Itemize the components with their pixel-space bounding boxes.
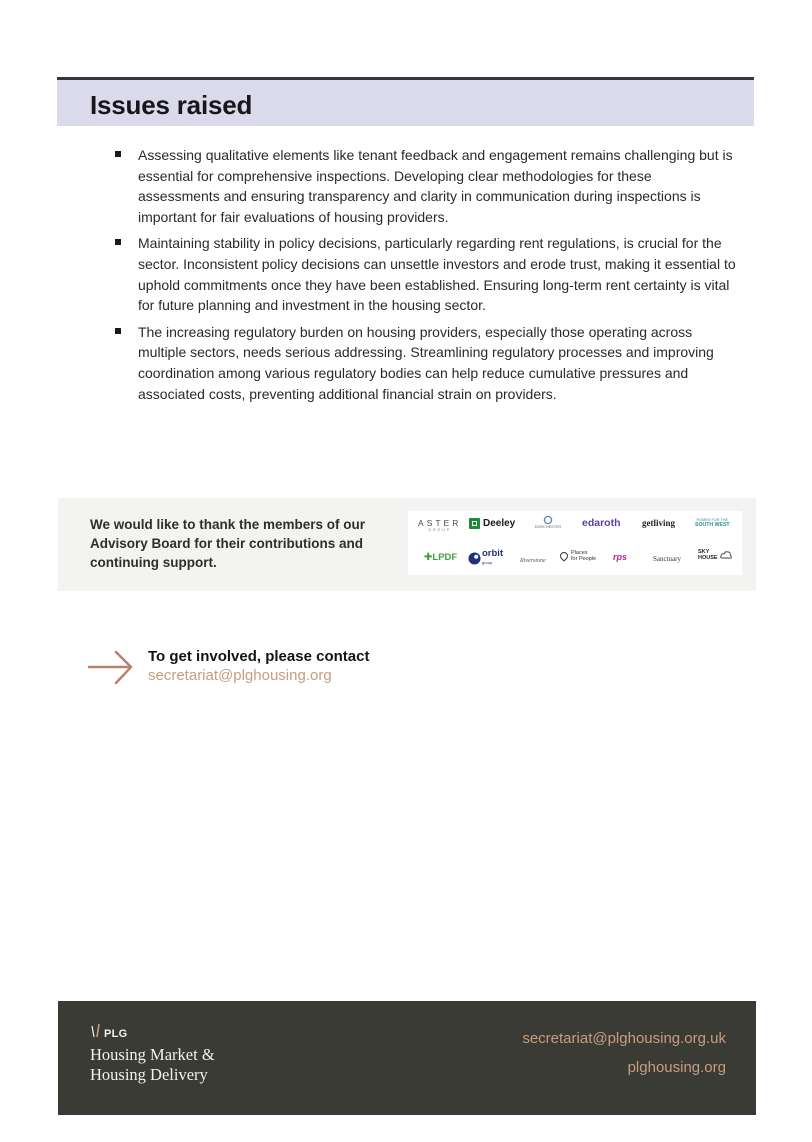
dorchester-mark-icon [543, 515, 553, 525]
list-item [112, 322, 737, 404]
partner-logo-panel [408, 511, 742, 575]
orbit-logo: orbit group [468, 549, 503, 567]
issues-list [112, 145, 737, 410]
contact-email-link[interactable]: secretariat@plghousing.org [148, 667, 332, 684]
plg-mark-icon [90, 1023, 102, 1039]
deeley-logo: Deeley [469, 518, 515, 529]
lpdf-logo: ✚LPDF [424, 552, 458, 563]
square-bullet-icon [115, 239, 121, 245]
dorchester-logo: DORCHESTER [531, 515, 565, 529]
orbit-mark-icon [468, 552, 481, 565]
advisory-board-box [58, 498, 756, 591]
list-item [112, 145, 737, 227]
brand-line-1: Housing Market & [90, 1045, 215, 1064]
contact-callout [88, 648, 488, 688]
section-title: Issues raised [90, 90, 253, 120]
footer-website-link[interactable]: plghousing.org [627, 1059, 726, 1076]
brand-short: PLG [104, 1028, 128, 1040]
places-for-people-logo: Places for People [560, 550, 596, 562]
contact-label: To get involved, please contact [148, 648, 370, 665]
rps-logo: rps [613, 552, 628, 562]
lpdf-cross-icon: ✚ [424, 552, 433, 563]
sanctuary-logo: Sanctuary [653, 555, 681, 563]
issue-text: Maintaining stability in policy decisions, particularly regarding rent regulations, is crucial for the sector. Inconsistent policy decisions can unsettle investors and erode trust, making it essential to uphold commitments once they have been established. Ensuring long-term rent certainty is vital for future planning and investment in the housing sector. [138, 235, 736, 314]
list-item [112, 233, 737, 315]
deeley-mark-icon [469, 518, 480, 529]
sky-house-cloud-icon [720, 550, 732, 560]
section-header [57, 80, 754, 126]
footer-email-link[interactable]: secretariat@plghousing.org.uk [522, 1030, 726, 1047]
footer [58, 1001, 756, 1115]
brand-line-2: Housing Delivery [90, 1065, 208, 1084]
getliving-logo: getliving [642, 518, 675, 528]
aster-logo: ASTER GROUP [418, 518, 462, 532]
homes-sw-logo: HOMES FOR THE SOUTH WEST [695, 518, 730, 528]
square-bullet-icon [115, 151, 121, 157]
issue-text: The increasing regulatory burden on housing providers, especially those operating across multiple sectors, needs serious addressing. Streamlining regulatory processes and improving coordination among various regulatory bodies can help reduce cumulative pressures and associated costs, preventing additional financial strain on providers. [138, 323, 714, 402]
issue-text: Assessing qualitative elements like tenant feedback and engagement remains challenging but is essential for comprehensive inspections. Developing clear methodologies for these assessments and ensuring transparency and clarity in communication during inspections is important for fair evaluations of housing providers. [138, 147, 733, 225]
thanks-text: We would like to thank the members of our Advisory Board for their contributions and continuing support. [90, 517, 366, 570]
square-bullet-icon [115, 328, 121, 334]
arrow-right-icon [88, 650, 134, 686]
riverstone-logo: Riverstone [520, 558, 546, 564]
sky-house-logo: SKY HOUSE [698, 549, 732, 561]
places-pin-icon [558, 550, 569, 561]
edaroth-logo: edaroth [582, 517, 621, 529]
